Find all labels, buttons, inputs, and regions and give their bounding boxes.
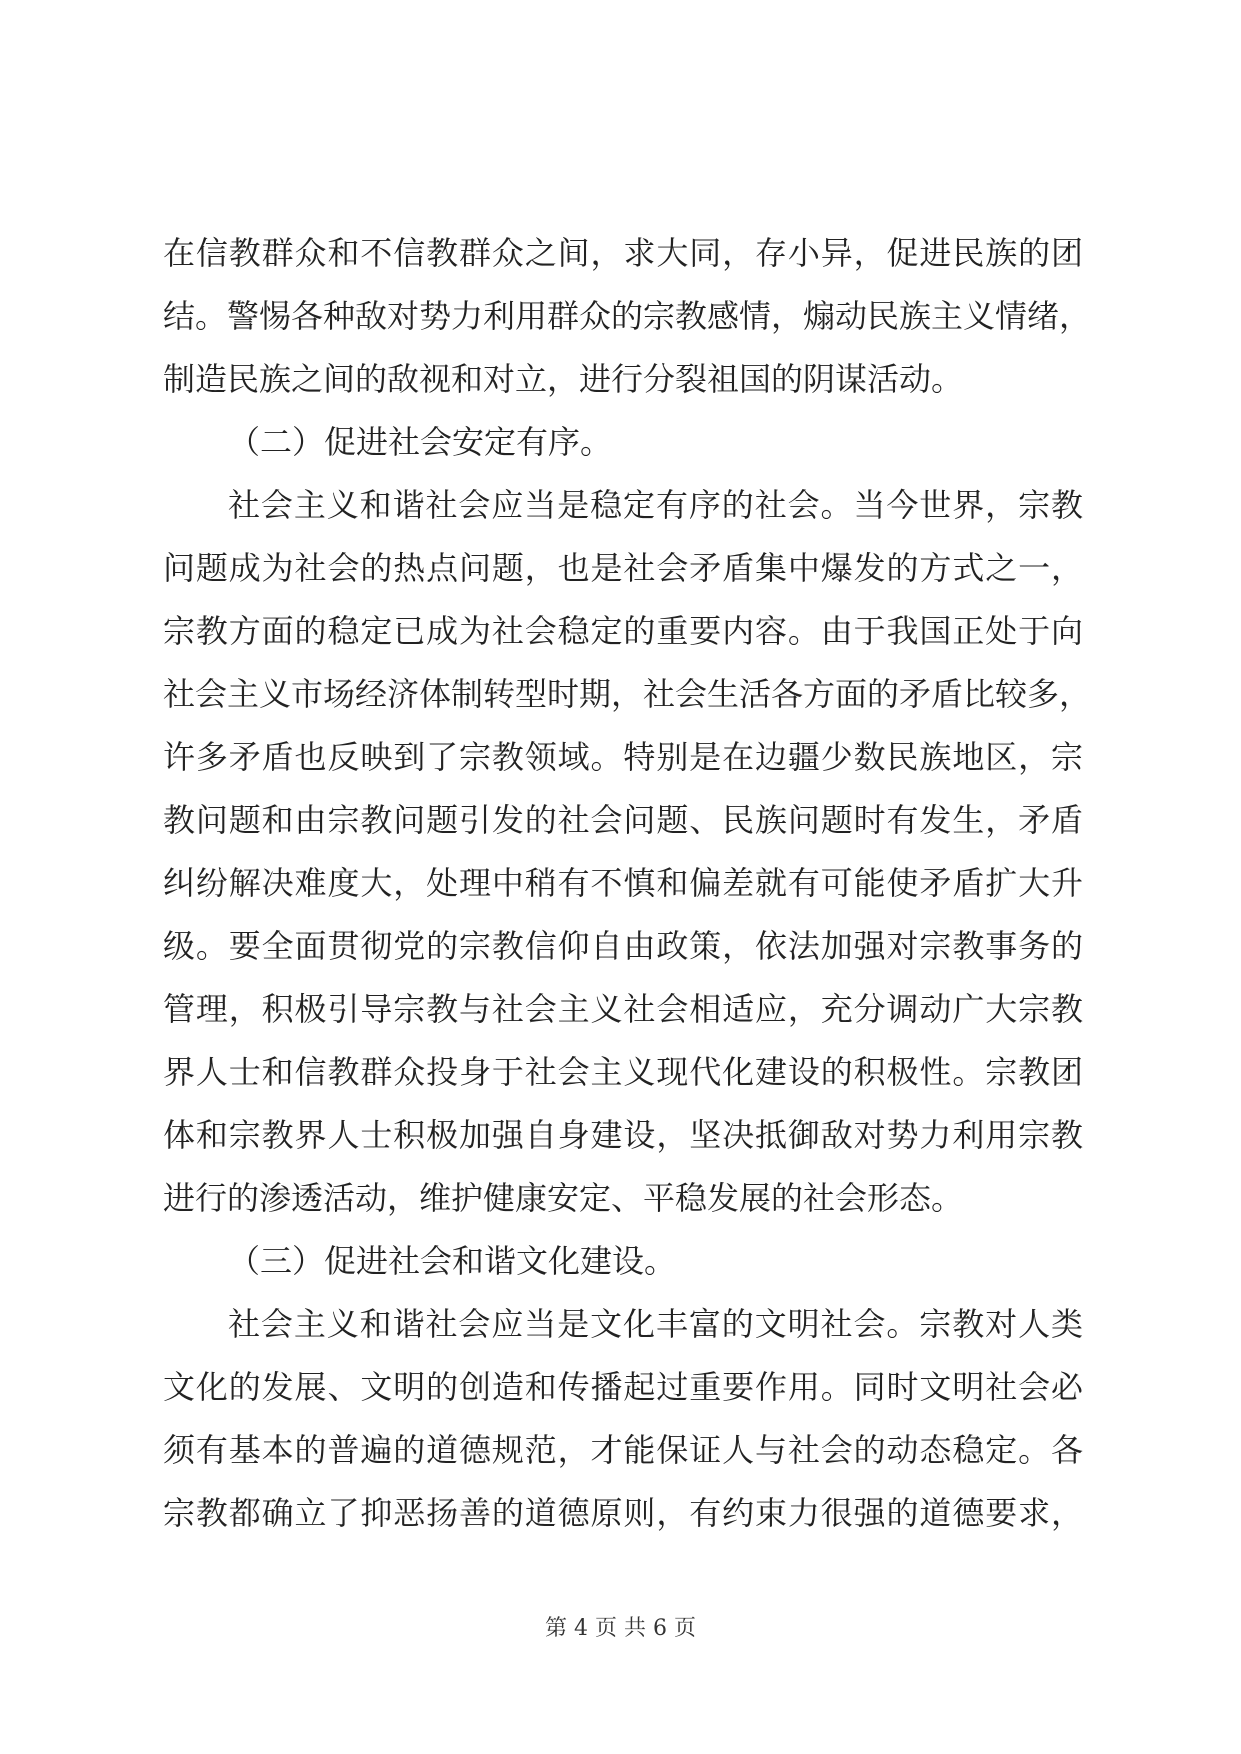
section-heading: （二）促进社会安定有序。 [228, 423, 613, 461]
text-line: 社会主义市场经济体制转型时期，社会生活各方面的矛盾比较多， [163, 675, 1092, 713]
text-line: 结。警惕各种敌对势力利用群众的宗教感情，煽动民族主义情绪， [163, 297, 1092, 335]
text-line: 在信教群众和不信教群众之间，求大同，存小异，促进民族的团 [163, 234, 1083, 272]
text-line: 进行的渗透活动，维护健康安定、平稳发展的社会形态。 [163, 1179, 964, 1217]
text-line: 须有基本的普遍的道德规范，才能保证人与社会的动态稳定。各 [163, 1431, 1083, 1469]
text-line: 社会主义和谐社会应当是稳定有序的社会。当今世界，宗教 [228, 486, 1083, 524]
text-line: 社会主义和谐社会应当是文化丰富的文明社会。宗教对人类 [228, 1305, 1083, 1343]
text-line: 制造民族之间的敌视和对立，进行分裂祖国的阴谋活动。 [163, 360, 964, 398]
text-line: 体和宗教界人士积极加强自身建设，坚决抵御敌对势力利用宗教 [163, 1116, 1083, 1154]
text-line: 级。要全面贯彻党的宗教信仰自由政策，依法加强对宗教事务的 [163, 927, 1083, 965]
text-line: 文化的发展、文明的创造和传播起过重要作用。同时文明社会必 [163, 1368, 1083, 1406]
text-line: 纠纷解决难度大，处理中稍有不慎和偏差就有可能使矛盾扩大升 [163, 864, 1083, 902]
text-line: 宗教方面的稳定已成为社会稳定的重要内容。由于我国正处于向 [163, 612, 1083, 650]
text-line: 许多矛盾也反映到了宗教领域。特别是在边疆少数民族地区，宗 [163, 738, 1083, 776]
text-line: 界人士和信教群众投身于社会主义现代化建设的积极性。宗教团 [163, 1053, 1083, 1091]
page-footer: 第 4 页 共 6 页 [545, 1616, 696, 1641]
text-line: 宗教都确立了抑恶扬善的道德原则，有约束力很强的道德要求， [163, 1494, 1083, 1532]
document-body [163, 222, 1092, 1545]
section-heading: （三）促进社会和谐文化建设。 [228, 1242, 677, 1280]
text-line: 问题成为社会的热点问题，也是社会矛盾集中爆发的方式之一， [163, 549, 1083, 587]
text-line: 管理，积极引导宗教与社会主义社会相适应，充分调动广大宗教 [163, 990, 1083, 1028]
text-line: 教问题和由宗教问题引发的社会问题、民族问题时有发生，矛盾 [163, 801, 1083, 839]
